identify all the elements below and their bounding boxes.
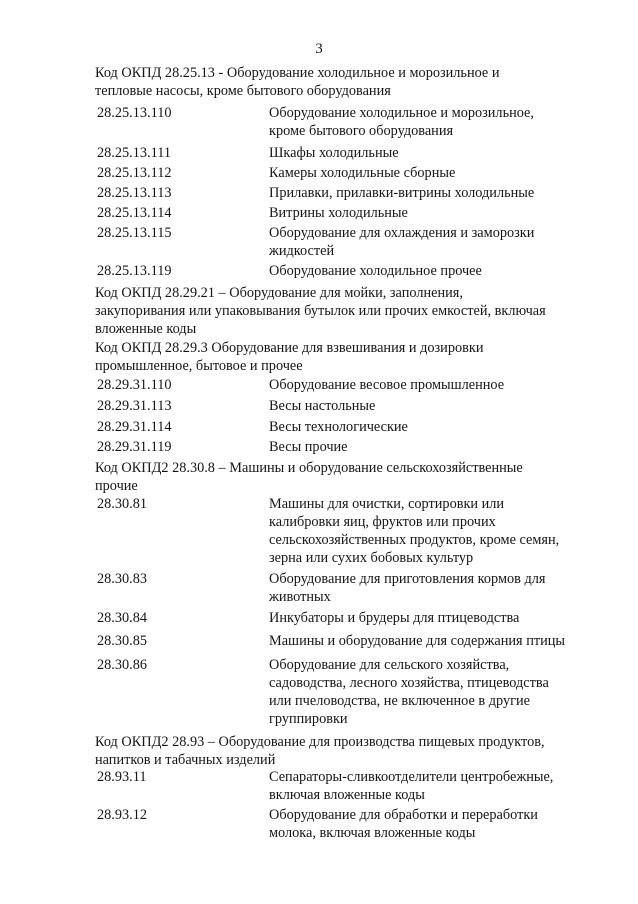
classifier-description-line: включая вложенные коды <box>269 787 425 803</box>
section-header-line: Код ОКПД2 28.30.8 – Машины и оборудование сельскохозяйственные <box>95 460 523 476</box>
classifier-description-line: Витрины холодильные <box>269 205 408 221</box>
classifier-code: 28.29.31.113 <box>97 398 172 414</box>
classifier-description-line: Инкубаторы и брудеры для птицеводства <box>269 610 520 626</box>
classifier-description-line: Оборудование для приготовления кормов для <box>269 571 546 587</box>
section-header-line: напитков и табачных изделий <box>95 752 276 768</box>
classifier-description-line: калибровки яиц, фруктов или прочих <box>269 514 496 530</box>
classifier-description-line: Оборудование весовое промышленное <box>269 377 505 393</box>
section-header-line: Код ОКПД2 28.93 – Оборудование для производства пищевых продуктов, <box>95 734 545 750</box>
classifier-code: 28.25.13.111 <box>97 145 171 161</box>
classifier-code: 28.25.13.113 <box>97 185 172 201</box>
classifier-description-line: Оборудование для обработки и переработки <box>269 807 538 823</box>
section-header-line: Код ОКПД 28.29.21 – Оборудование для мойки, заполнения, <box>95 285 463 301</box>
classifier-description-line: садоводства, лесного хозяйства, птицеводства <box>269 675 549 691</box>
classifier-code: 28.30.83 <box>97 571 148 587</box>
classifier-description-line: Камеры холодильные сборные <box>269 165 456 181</box>
classifier-code: 28.29.31.110 <box>97 377 172 393</box>
classifier-description-line: группировки <box>269 711 348 727</box>
classifier-description-line: жидкостей <box>269 243 335 259</box>
classifier-code: 28.25.13.110 <box>97 105 172 121</box>
section-header-line: прочие <box>95 478 138 494</box>
classifier-code: 28.30.86 <box>97 657 148 673</box>
classifier-description-line: Шкафы холодильные <box>269 145 399 161</box>
classifier-code: 28.25.13.112 <box>97 165 172 181</box>
classifier-code: 28.30.81 <box>97 496 148 512</box>
classifier-description-line: животных <box>269 589 331 605</box>
classifier-code: 28.29.31.114 <box>97 419 172 435</box>
section-header-line: Код ОКПД 28.29.3 Оборудование для взвешивания и дозировки <box>95 340 484 356</box>
classifier-code: 28.30.85 <box>97 633 148 649</box>
classifier-description-line: Весы настольные <box>269 398 376 414</box>
classifier-description-line: Оборудование холодильное и морозильное, <box>269 105 534 121</box>
classifier-description-line: Машины и оборудование для содержания птицы <box>269 633 565 649</box>
classifier-description-line: Оборудование для сельского хозяйства, <box>269 657 510 673</box>
classifier-code: 28.25.13.114 <box>97 205 172 221</box>
classifier-code: 28.29.31.119 <box>97 439 172 455</box>
section-header-line: Код ОКПД 28.25.13 - Оборудование холодильное и морозильное и <box>95 65 500 81</box>
classifier-description-line: кроме бытового оборудования <box>269 123 454 139</box>
classifier-description-line: сельскохозяйственных продуктов, кроме семян, <box>269 532 560 548</box>
section-header-line: вложенные коды <box>95 321 197 337</box>
classifier-description-line: Прилавки, прилавки-витрины холодильные <box>269 185 535 201</box>
section-header-line: закупоривания или упаковывания бутылок или прочих емкостей, включая <box>95 303 546 319</box>
classifier-description-line: Оборудование холодильное прочее <box>269 263 482 279</box>
classifier-description-line: зерна или сухих бобовых культур <box>269 550 474 566</box>
classifier-description-line: или пчеловодства, не включенное в другие <box>269 693 530 709</box>
classifier-description-line: молока, включая вложенные коды <box>269 825 476 841</box>
classifier-code: 28.93.11 <box>97 769 147 785</box>
classifier-description-line: Весы технологические <box>269 419 408 435</box>
classifier-code: 28.93.12 <box>97 807 148 823</box>
classifier-description-line: Сепараторы-сливкоотделители центробежные, <box>269 769 554 785</box>
classifier-description-line: Оборудование для охлаждения и заморозки <box>269 225 535 241</box>
classifier-description-line: Весы прочие <box>269 439 348 455</box>
classifier-code: 28.30.84 <box>97 610 148 626</box>
classifier-code: 28.25.13.119 <box>97 263 172 279</box>
section-header-line: промышленное, бытовое и прочее <box>95 358 303 374</box>
section-header-line: тепловые насосы, кроме бытового оборудования <box>95 83 391 99</box>
classifier-code: 28.25.13.115 <box>97 225 172 241</box>
classifier-description-line: Машины для очистки, сортировки или <box>269 496 505 512</box>
page-number: 3 <box>315 41 323 57</box>
